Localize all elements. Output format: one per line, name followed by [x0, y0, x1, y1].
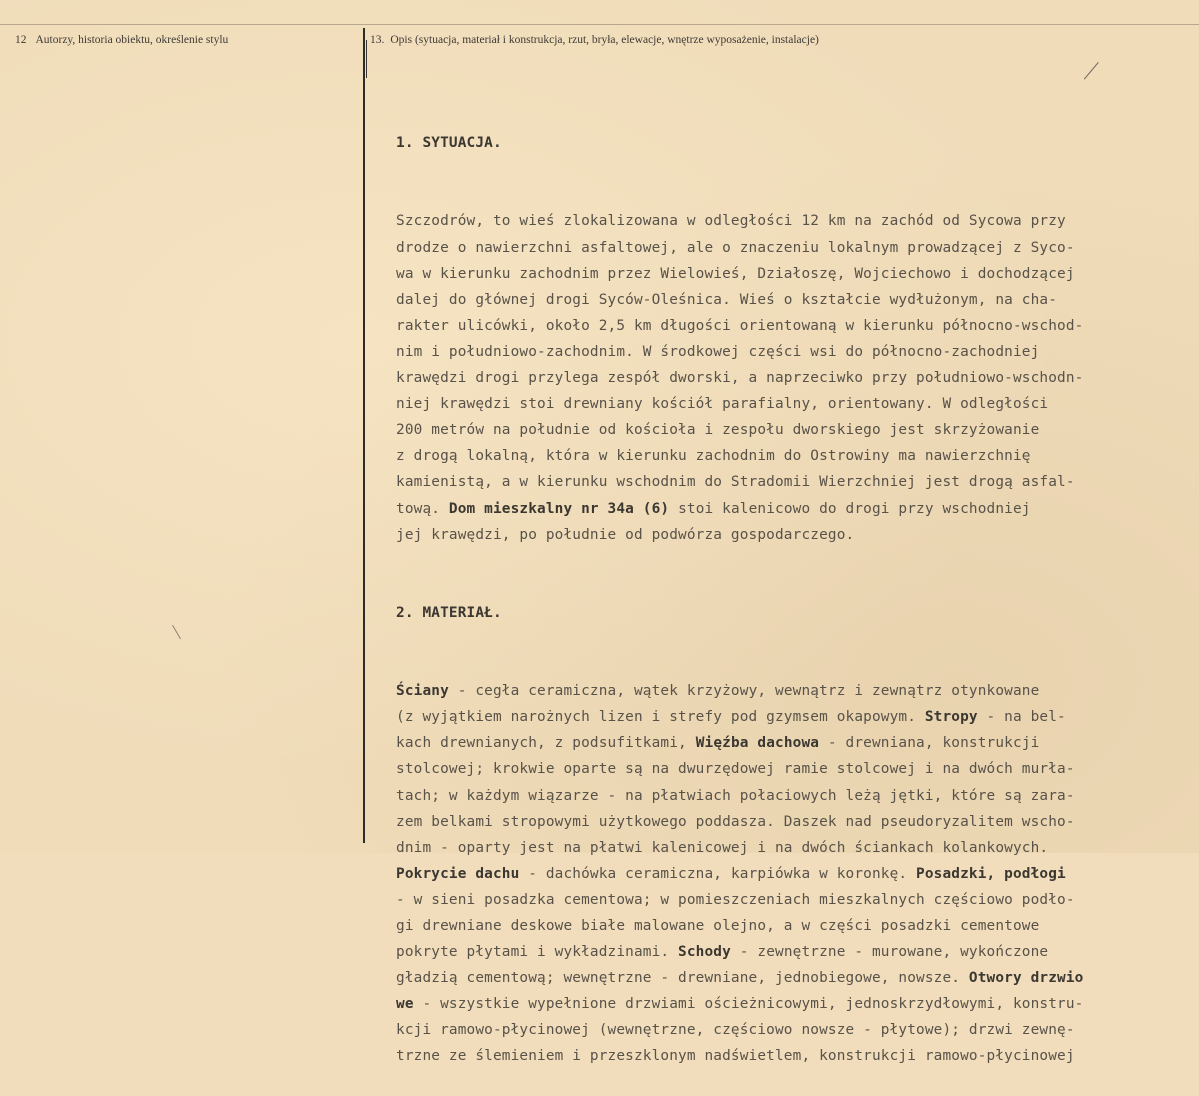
- text-segment: stoi kalenicowo do drogi przy wschodniej: [669, 500, 1031, 517]
- text-segment: kamienistą, a w kierunku wschodnim do Stradomii Wierzchniej jest drogą asfal-: [396, 474, 1075, 491]
- text-line: [396, 939, 1176, 965]
- right-column-title: Opis (sytuacja, materiał i konstrukcja, rzut, bryła, elewacje, wnętrze wyposażenie, instalacje): [390, 34, 819, 46]
- text-segment: tową.: [396, 500, 449, 517]
- text-segment: gi drewniane deskowe białe malowane olejno, a w części posadzki cementowe: [396, 918, 1040, 934]
- text-line: [396, 991, 1176, 1017]
- text-segment: - dachówka ceramiczna, karpiówka w koronkę.: [519, 865, 917, 882]
- text-segment: 200 metrów na południe od kościoła i zespołu dworskiego jest skrzyżowanie: [396, 422, 1040, 439]
- text-segment: - w sieni posadzka cementowa; w pomieszczeniach mieszkalnych częściowo podło-: [396, 891, 1075, 908]
- text-segment: drodze o nawierzchni asfaltowej, ale o znaczeniu lokalnym prowadzącej z Syco-: [396, 239, 1075, 256]
- text-line: [396, 730, 1176, 756]
- text-segment: zem belkami stropowymi użytkowego poddasza. Daszek nad pseudoryzalitem wscho-: [396, 813, 1075, 830]
- top-rule: [0, 24, 1199, 25]
- text-segment: nim i południowo-zachodnim. W środkowej części wsi do północno-zachodniej: [396, 343, 1040, 360]
- text-line: [396, 313, 1176, 339]
- text-line: [396, 287, 1176, 313]
- text-segment: krawędzi drogi przylega zespół dworski, a naprzeciwko przy południowo-wschodn-: [396, 370, 1084, 387]
- text-line: [396, 496, 1176, 522]
- text-line: [396, 756, 1176, 782]
- text-segment: trzne ze ślemieniem i przeszklonym nadświetlem, konstrukcji ramowo-płycinowej: [396, 1048, 1075, 1065]
- text-segment: - drewniana, konstrukcji: [819, 735, 1040, 752]
- text-segment: - cegła ceramiczna, wątek krzyżowy, wewnątrz i zewnątrz otynkowane: [448, 683, 1040, 700]
- text-line: [396, 417, 1176, 443]
- text-segment: - wszystkie wypełnione drzwiami ościeżnicowymi, jednoskrzydłowymi, konstru-: [413, 996, 1084, 1013]
- column-divider: [363, 28, 365, 843]
- text-line: [396, 809, 1176, 835]
- text-segment: (z wyjątkiem narożnych lizen i strefy pod gzymsem okapowym.: [396, 709, 925, 726]
- text-line: [396, 1043, 1176, 1069]
- text-line: [396, 469, 1176, 495]
- bold-term: Otwory drzwio: [968, 970, 1084, 987]
- text-segment: stolcowej; krokwie oparte są na dwurzędowej ramie stolcowej i na dwóch murła-: [396, 761, 1075, 778]
- text-segment: tach; w każdym wiązarze - na płatwiach połaciowych leżą jętki, które są zara-: [396, 787, 1075, 804]
- bold-term: Dom mieszkalny nr 34a (6): [448, 500, 670, 517]
- text-line: [396, 391, 1176, 417]
- text-line: [396, 443, 1176, 469]
- bold-term: Posadzki, podłogi: [916, 865, 1066, 882]
- text-segment: kach drewnianych, z podsufitkami,: [396, 735, 696, 752]
- text-segment: kcji ramowo-płycinowej (wewnętrzne, częściowo nowsze - płytowe); drzwi zewnę-: [396, 1022, 1075, 1039]
- text-line: [396, 261, 1176, 287]
- right-column-number: 13.: [370, 34, 385, 46]
- text-segment: dnim - oparty jest na płatwi kalenicowej i na dwóch ściankach kolankowych.: [396, 839, 1049, 856]
- divider-tick: [366, 40, 367, 78]
- text-segment: wa w kierunku zachodnim przez Wielowieś, Działoszę, Wojciechowo i dochodzącej: [396, 265, 1075, 282]
- text-segment: pokryte płytami i wykładzinami.: [396, 944, 679, 961]
- left-column-heading: [15, 34, 228, 46]
- text-line: [396, 235, 1176, 261]
- bold-term: we: [396, 996, 414, 1013]
- text-segment: z drogą lokalną, która w kierunku zachodnim do Ostrowiny ma nawierzchnię: [396, 448, 1031, 465]
- bold-term: Więźba dachowa: [695, 735, 820, 752]
- right-column-heading: [370, 34, 819, 46]
- text-line: [396, 704, 1176, 730]
- text-segment: Szczodrów, to wieś zlokalizowana w odległości 12 km na zachód od Sycowa przy: [396, 213, 1066, 230]
- left-column-number: 12: [15, 34, 27, 46]
- text-line: [396, 861, 1176, 887]
- section-situation: [396, 208, 1176, 547]
- bold-term: Schody: [678, 944, 731, 961]
- text-segment: niej krawędzi stoi drewniany kościół parafialny, orientowany. W odległości: [396, 396, 1049, 413]
- section-heading-material: 2. MATERIAŁ.: [396, 604, 502, 621]
- text-line: [396, 208, 1176, 234]
- text-line: [396, 339, 1176, 365]
- section-heading-situation: 1. SYTUACJA.: [396, 135, 502, 152]
- text-line: [396, 887, 1176, 913]
- text-segment: dalej do głównej drogi Syców-Oleśnica. Wieś o kształcie wydłużonym, na cha-: [396, 291, 1058, 308]
- text-segment: jej krawędzi, po południe od podwórza gospodarczego.: [396, 526, 855, 543]
- text-segment: - zewnętrzne - murowane, wykończone: [730, 944, 1049, 961]
- description-text: [396, 78, 1176, 1096]
- text-line: [396, 913, 1176, 939]
- text-segment: gładzią cementową; wewnętrzne - drewniane, jednobiegowe, nowsze.: [396, 970, 969, 987]
- bold-term: Ściany: [396, 683, 449, 700]
- bold-term: Stropy: [924, 709, 978, 726]
- text-line: [396, 783, 1176, 809]
- text-line: [396, 965, 1176, 991]
- left-column-title: Autorzy, historia obiektu, określenie stylu: [35, 34, 229, 46]
- text-line: [396, 835, 1176, 861]
- text-line: [396, 365, 1176, 391]
- text-line: [396, 1017, 1176, 1043]
- text-line: [396, 678, 1176, 704]
- text-line: [396, 522, 1176, 548]
- bold-term: Pokrycie dachu: [396, 865, 520, 882]
- text-segment: rakter ulicówki, około 2,5 km długości orientowaną w kierunku północno-wschod-: [396, 317, 1084, 334]
- section-material: [396, 678, 1176, 1069]
- text-segment: - na bel-: [977, 709, 1066, 726]
